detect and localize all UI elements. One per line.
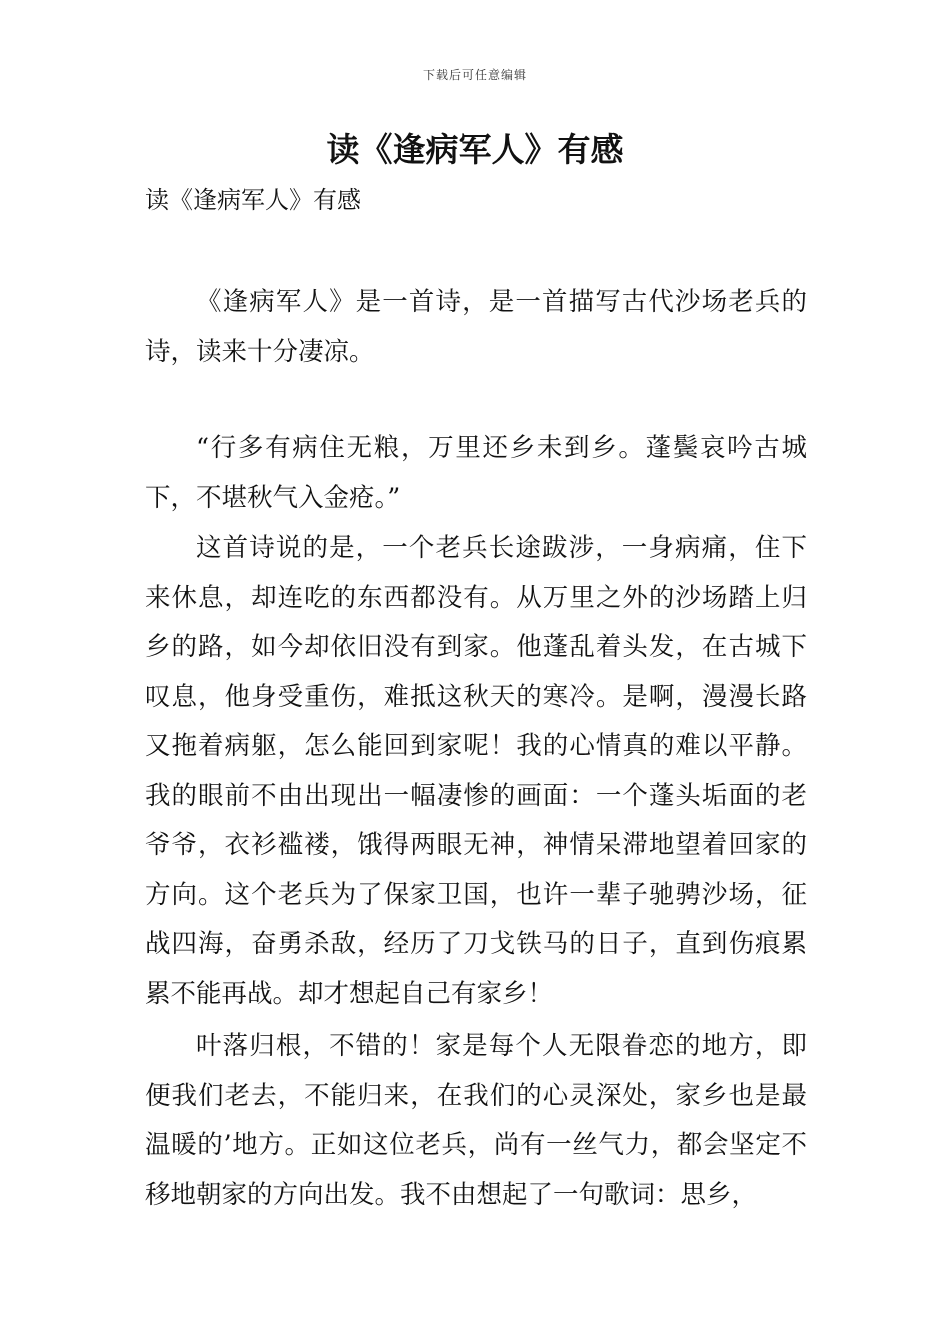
header-note: 下载后可任意编辑 xyxy=(422,68,527,82)
paragraph-homecoming: 叶落归根，不错的！家是每个人无限眷恋的地方，即便我们老去，不能归来，在我们的心灵深处，家乡也是最温暖的’地方。正如这位老兵，尚有一丝气力，都会坚定不移地朝家的方向出发。我不由想起了一句歌词：思乡， xyxy=(145,1031,807,1210)
paragraph-intro: 《逢病军人》是一首诗，是一首描写古代沙场老兵的诗，读来十分凄凉。 xyxy=(145,287,807,367)
paragraph-poem-explanation: 这首诗说的是，一个老兵长途跋涉，一身病痛，住下来休息，却连吃的东西都没有。从万里之外的沙场踏上归乡的路，如今却依旧没有到家。他蓬乱着头发，在古城下叹息，他身受重伤，难抵这秋天的寒冷。是啊，漫漫长路又拖着病躯，怎么能回到家呢！我的心情真的难以平静。我的眼前不由出现出一幅凄惨的画面：一个蓬头垢面的老爷爷，衣衫褴褛，饿得两眼无神，神情呆滞地望着回家的方向。这个老兵为了保家卫国，也许一辈子驰骋沙场，征战四海，奋勇杀敌，经历了刀戈铁马的日子，直到伤痕累累不能再战。却才想起自己有家乡！ xyxy=(145,533,807,1009)
paragraph-poem-quote: “行多有病住无粮，万里还乡未到乡。蓬鬓哀吟古城下，不堪秋气入金疮。” xyxy=(145,433,807,513)
document-title: 读《逢病军人》有感 xyxy=(326,130,624,169)
document-subtitle: 读《逢病军人》有感 xyxy=(145,186,361,214)
